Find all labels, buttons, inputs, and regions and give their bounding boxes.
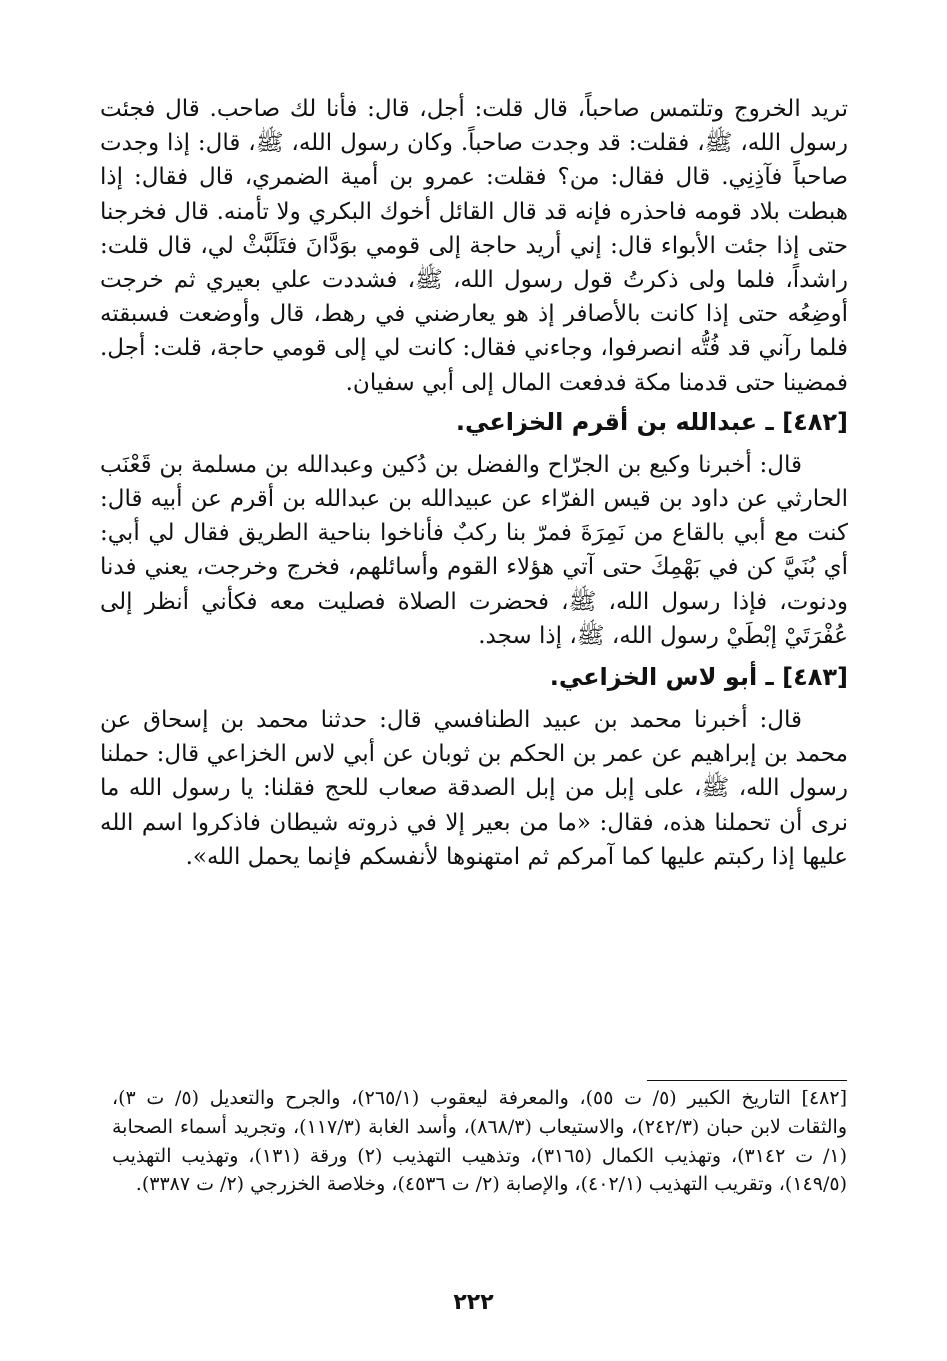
entry-heading: [٤٨٢] ـ عبدالله بن أقرم الخزاعي.	[455, 407, 848, 436]
entry-482	[100, 404, 848, 653]
main-text	[100, 92, 848, 874]
page-number: ٢٢٢	[453, 1290, 494, 1315]
entry-heading: [٤٨٣] ـ أبو لاس الخزاعي.	[549, 663, 848, 692]
footnote: [٤٨٢] التاريخ الكبير (٥/ ت ٥٥)، والمعرفة ليعقوب (٢٦٥/١)، والجرح والتعديل (٥/ ت ٣)، والثقات لابن حبان (٢٤٢/٣)، والاستيعاب (٨٦٨/٣)، وأسد الغابة (١١٧/٣)، وتجريد أسماء الصحابة (١/ ت ٣١٤٢)، وتهذيب الكمال (٣١٦٥)، وتذهيب التهذيب (٢) ورقة (١٣١)، وتهذيب التهذيب (١٤٩/٥)، وتقريب التهذيب (٤٠٢/١)، والإصابة (٢/ ت ٤٥٣٦)، وخلاصة الخزرجي (٢/ ت ٣٣٨٧).	[112, 1087, 848, 1196]
entry-paragraph: قال: أخبرنا وكيع بن الجرّاح والفضل بن دُكين وعبدالله بن مسلمة بن قَعْنَب الحارثي عن داود بن قيس الفرّاء عن عبيدالله بن عبدالله بن أقرم عن أبيه قال: كنت مع أبي بالقاع من نَمِرَةَ فمرّ بنا ركبٌ فأناخوا بناحية الطريق فقال لي أبي: أي بُنَيَّ كن في بَهْمِكَ حتى آتي هؤلاء القوم وأسائلهم، فخرج وخرجت، يعني فدنا ودنوت، فإذا رسول الله، ﷺ، فحضرت الصلاة فصليت معه فكأني أنظر إلى عُفْرَتَيْ إبْطَيْ رسول الله، ﷺ، إذا سجد.	[100, 451, 848, 649]
entry-paragraph: قال: أخبرنا محمد بن عبيد الطنافسي قال: حدثنا محمد بن إسحاق عن محمد بن إبراهيم عن عمر بن الحكم بن ثوبان عن أبي لاس الخزاعي قال: حملنا رسول الله، ﷺ، على إبل من إبل الصدقة صعاب للحج فقلنا: يا رسول الله ما نرى أن تحملنا هذه، فقال: «ما من بعير إلا في ذروته شيطان فاذكروا اسم الله عليها إذا ركبتم عليها كما آمركم ثم امتهنوها لأنفسكم فإنما يحمل الله».	[100, 707, 848, 870]
intro-paragraph: تريد الخروج وتلتمس صاحباً، قال قلت: أجل، قال: فأنا لك صاحب. قال فجئت رسول الله، ﷺ، فقلت: قد وجدت صاحباً. وكان رسول الله، ﷺ، قال: إذا وجدت صاحباً فآذِنِي. قال فقال: من؟ فقلت: عمرو بن أمية الضمري، قال فقال: إذا هبطت بلاد قومه فاحذره فإنه قد قال القائل أخوك البكري ولا تأمنه. قال فخرجنا حتى إذا جئت الأبواء قال: إني أريد حاجة إلى قومي بوَدَّانَ فتَلَبَّثْ لي، قال قلت: راشداً، فلما ولى ذكرتُ قول رسول الله، ﷺ، فشددت علي بعيري ثم خرجت أوضِعُه حتى إذا كانت بالأصافر إذ هو يعارضني في رهط، قال وأوضعت فسبقته فلما رآني قد فُتُّه انصرفوا، وجاءني فقال: كانت لي إلى قومي حاجة، قلت: أجل. فمضينا حتى قدمنا مكة فدفعت المال إلى أبي سفيان.	[100, 96, 848, 396]
footnote-divider	[647, 1080, 847, 1081]
entry-483	[100, 659, 848, 874]
